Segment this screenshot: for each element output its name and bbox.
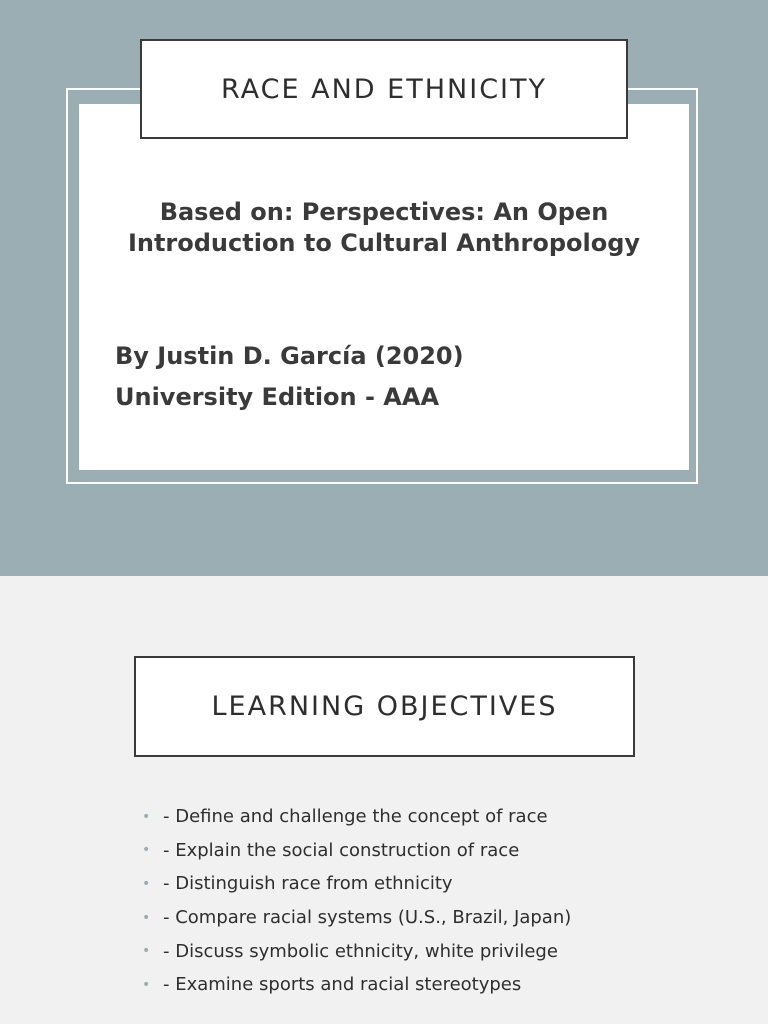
objective-text: - Distinguish race from ethnicity [163, 873, 453, 895]
list-item [140, 834, 571, 868]
objective-text: - Discuss symbolic ethnicity, white privilege [163, 940, 558, 962]
title-box [140, 39, 628, 139]
edition-line: University Edition - AAA [115, 383, 440, 411]
author-line: By Justin D. García (2020) [115, 342, 464, 370]
content-panel [79, 104, 689, 470]
objective-text: - Explain the social construction of race [163, 839, 520, 861]
list-item [140, 968, 571, 1002]
objectives-title: LEARNING OBJECTIVES [211, 691, 558, 722]
objective-text: - Examine sports and racial stereotypes [163, 974, 522, 996]
bullet-icon: • [142, 943, 151, 960]
bullet-icon: • [142, 909, 151, 926]
list-item [140, 867, 571, 901]
bullet-icon: • [142, 875, 151, 892]
list-item [140, 901, 571, 935]
bullet-icon: • [142, 808, 151, 825]
slide-title: RACE AND ETHNICITY [220, 73, 547, 105]
bullet-icon: • [142, 976, 151, 993]
list-item [140, 934, 571, 968]
objective-text: - Define and challenge the concept of race [163, 806, 548, 828]
objectives-slide [0, 576, 768, 1024]
objectives-list [140, 800, 571, 1002]
objective-text: - Compare racial systems (U.S., Brazil, Japan) [163, 907, 572, 929]
source-subtitle: Based on: Perspectives: An Open Introduction to Cultural Anthropology [127, 198, 641, 257]
bullet-icon: • [142, 842, 151, 859]
objectives-title-box [134, 656, 635, 757]
list-item [140, 800, 571, 834]
